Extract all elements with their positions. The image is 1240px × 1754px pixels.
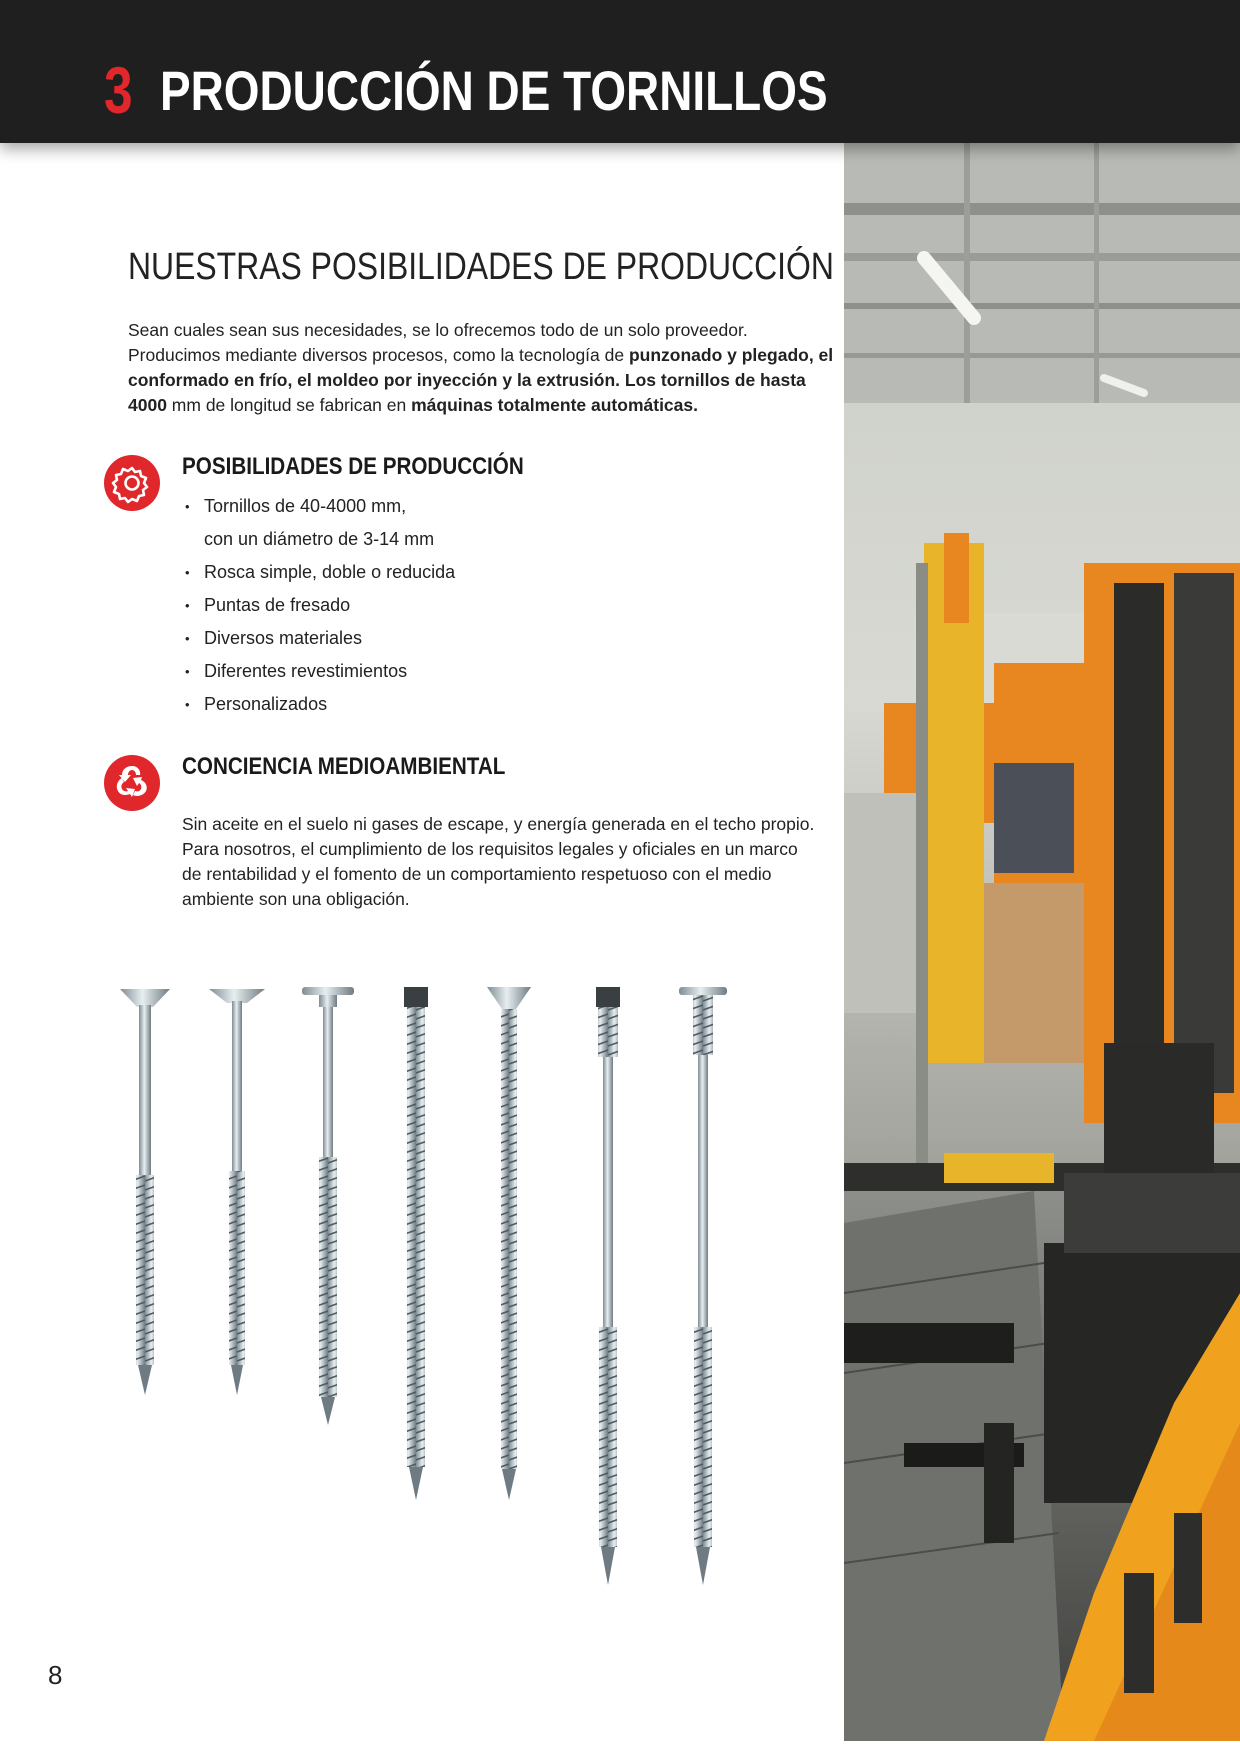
screws-image: [100, 985, 740, 1635]
list-item-text: Personalizados: [204, 694, 328, 714]
list-item: [182, 622, 455, 655]
page-header: [0, 0, 1240, 143]
factory-photo: [844, 143, 1240, 1741]
list-item-text: • Tornillos de 40-4000 mm,: [204, 496, 407, 516]
list-item: [182, 688, 455, 721]
intro-bold-2: máquinas totalmente automáticas.: [411, 395, 698, 415]
recycle-leaf-icon: [104, 755, 160, 811]
list-item-text: Rosca simple, doble o reducida: [204, 562, 456, 582]
intro-bold-1: punzonado y plegado, el conformado en frío, el moldeo por inyección y la extrusión. Los tornillos de hasta 4000: [128, 345, 834, 415]
chapter-number: 3: [104, 53, 132, 127]
list-item: [182, 490, 455, 556]
factory-photo-illustration: [844, 143, 1240, 1741]
gear-icon: [104, 455, 160, 511]
screws-illustration: [100, 985, 740, 1635]
environment-text: Sin aceite en el suelo ni gases de escape, y energía generada en el techo propio. Para nosotros, el cumplimiento de los requisitos legales y oficiales en un marco de rentabilidad y el fomento de un comportamiento respetuoso con el medio ambiente son una obligación.: [182, 814, 815, 909]
list-item-text: Puntas de fresado: [204, 595, 351, 615]
list-item: [182, 655, 455, 688]
intro-paragraph: [128, 318, 838, 418]
intro-text-2: mm de longitud se fabrican en: [166, 395, 412, 415]
page-number: 8: [48, 1660, 63, 1690]
environment-heading: CONCIENCIA MEDIOAMBIENTAL: [182, 753, 506, 780]
list-item-text: Diferentes revestimientos: [204, 661, 408, 681]
chapter-title: PRODUCCIÓN DE TORNILLOS: [160, 59, 828, 122]
production-list: [182, 490, 455, 721]
list-item-text: con un diámetro de 3-14 mm: [204, 529, 435, 549]
list-item-text: Diversos materiales: [204, 628, 363, 648]
intro-text-1: Sean cuales sean sus necesidades, se lo ofrecemos todo de un solo proveedor. Producimos mediante diversos procesos, como la tecnología de: [128, 320, 748, 365]
section-title: NUESTRAS POSIBILIDADES DE PRODUCCIÓN: [128, 246, 834, 288]
list-item: [182, 556, 455, 589]
production-heading: POSIBILIDADES DE PRODUCCIÓN: [182, 453, 524, 480]
list-item: [182, 589, 455, 622]
